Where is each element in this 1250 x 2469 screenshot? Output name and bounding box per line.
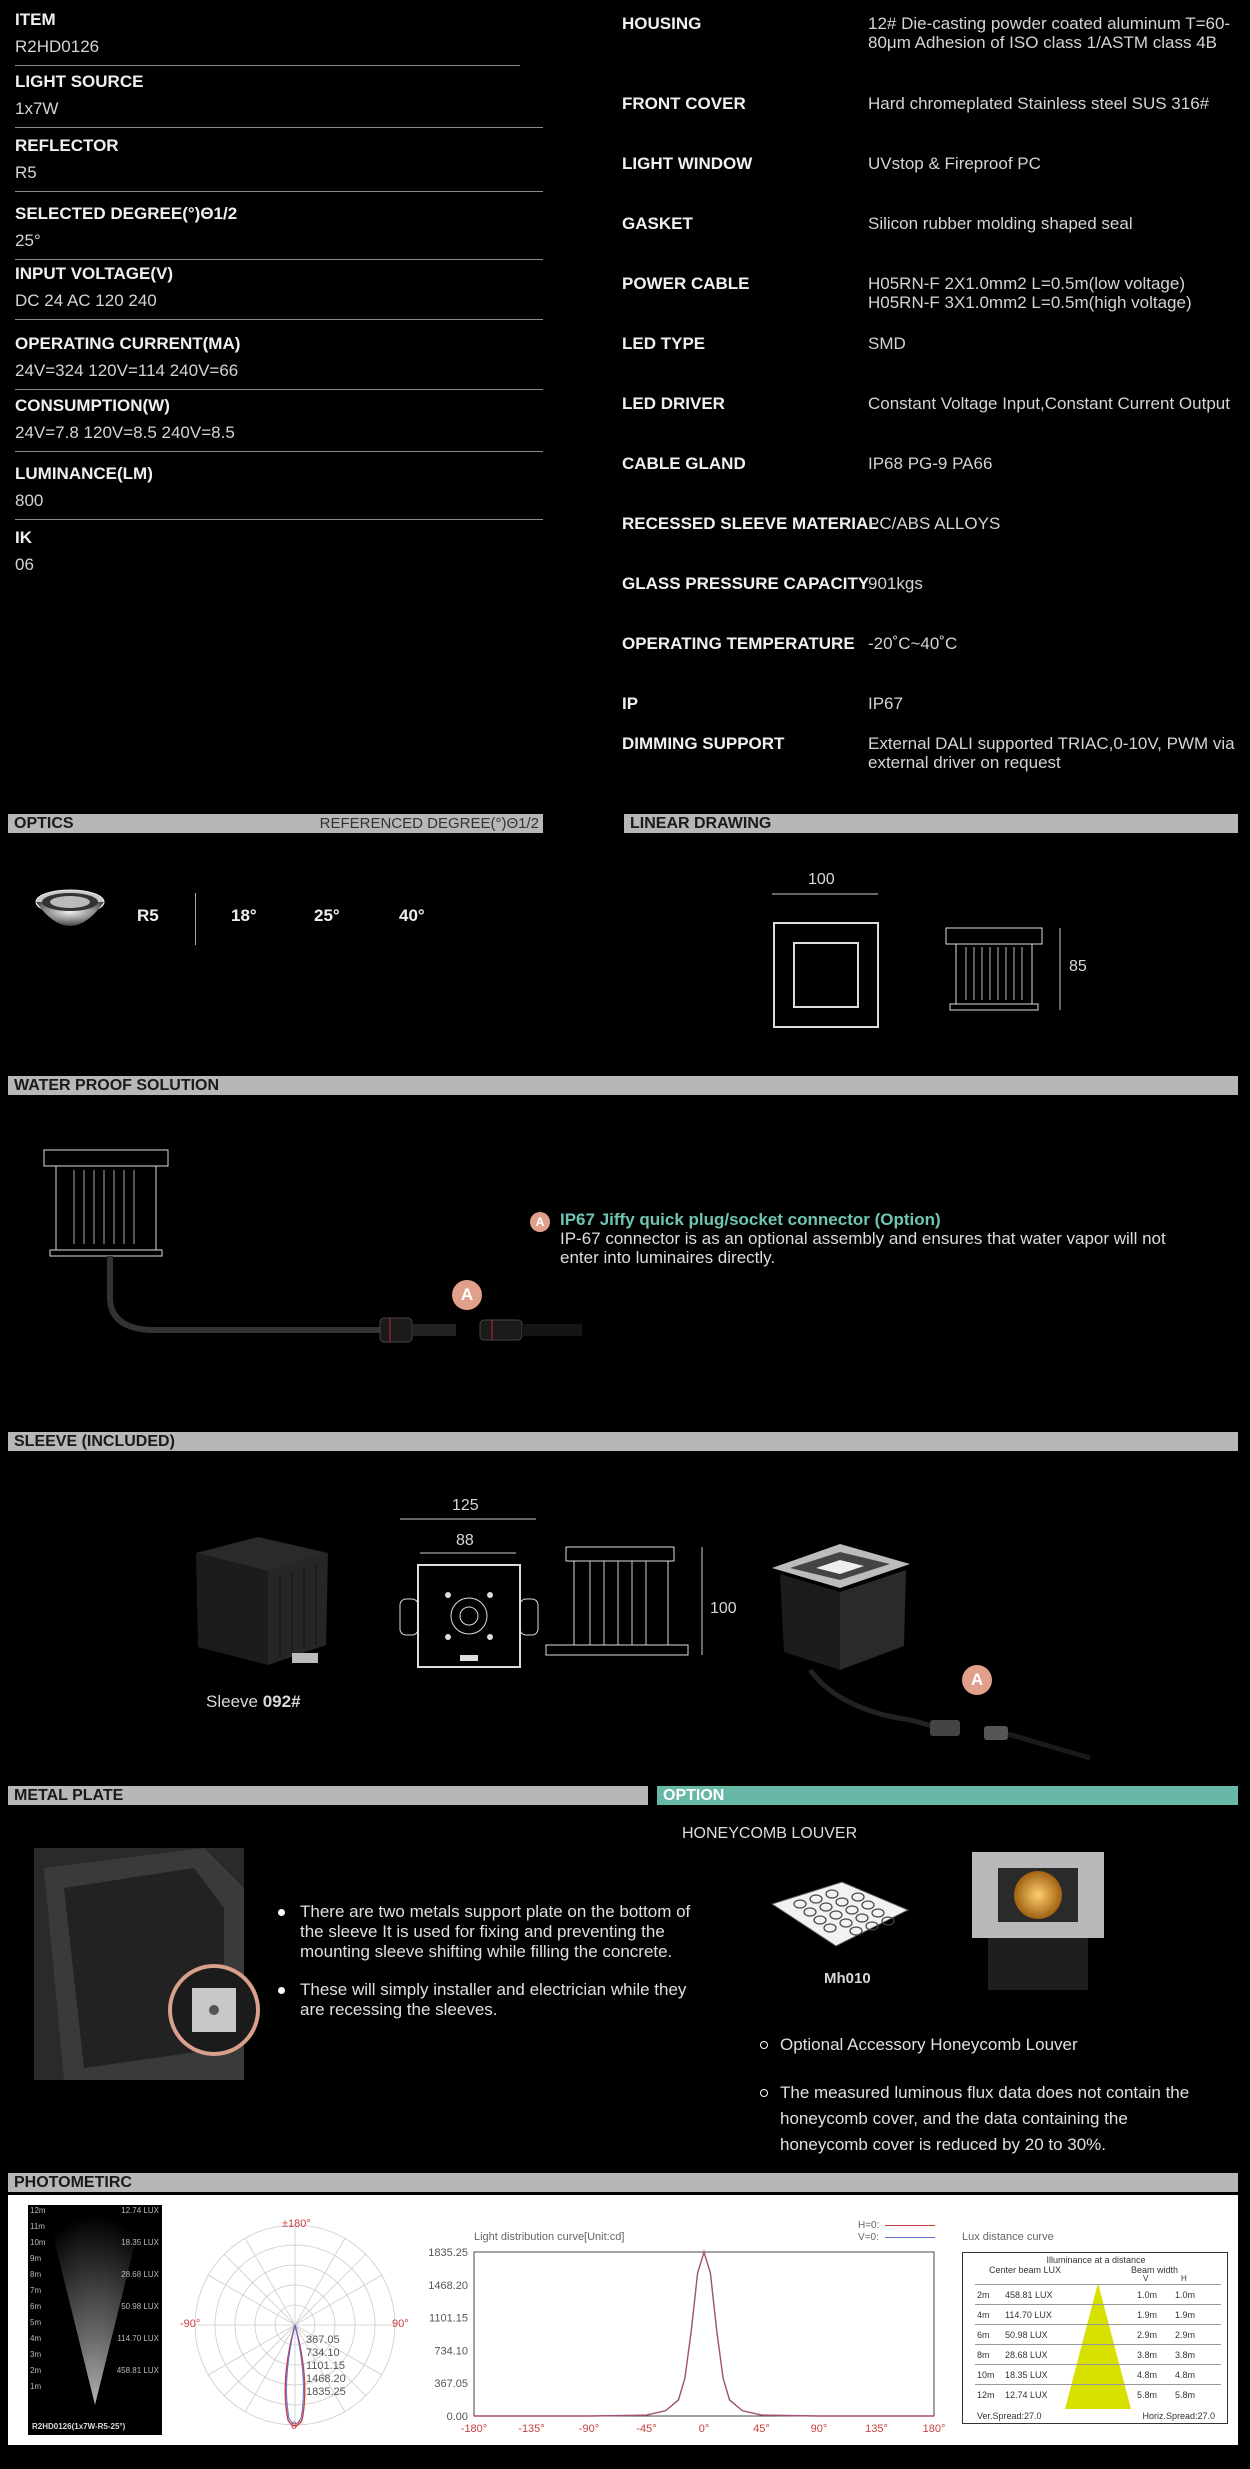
linear-drawing: [760, 885, 1100, 1030]
spec-label: INPUT VOLTAGE(V): [15, 264, 174, 283]
spec-value: IP68 PG-9 PA66: [868, 454, 993, 473]
lux-box-title: Illuminance at a distance: [1046, 2255, 1146, 2265]
spec-label: IK: [15, 528, 32, 547]
linear-drawing-title: LINEAR DRAWING: [630, 815, 772, 832]
beam-row-label: 12m: [30, 2206, 46, 2215]
spec-label: CONSUMPTION(W): [15, 396, 170, 415]
metal-bullet-text: There are two metals support plate on the bottom of the sleeve It is used for fixing and preventing the mounting sleeve shifting while filling the concrete.: [300, 1902, 691, 1961]
plot-frame: [474, 2252, 934, 2416]
lux-value: 458.81 LUX: [1005, 2290, 1053, 2300]
spec-value: 1x7W: [15, 99, 59, 118]
spec-divider: [15, 389, 543, 390]
x-tick-label: 135°: [865, 2423, 888, 2435]
sleeve-dim-outer: 125: [452, 1497, 479, 1514]
lux-row: [975, 2324, 1221, 2344]
x-tick-label: 0°: [698, 2423, 710, 2435]
polar-value-labels: [306, 2334, 346, 2399]
connector-text-badge: A: [530, 1212, 550, 1232]
sleeve-caption: [206, 1692, 301, 1712]
spec-label: SELECTED DEGREE(°)Θ1/2: [15, 204, 238, 223]
spec-label: HOUSING: [622, 14, 702, 33]
y-tick-label: 1101.15: [429, 2312, 468, 2325]
photometric-header: [8, 2173, 1238, 2192]
spec-value: -20˚C~40˚C: [868, 634, 958, 653]
lux-v-width: 1.0m: [1137, 2290, 1158, 2300]
ver-spread: Ver.Spread:27.0: [977, 2411, 1042, 2421]
lux-distance: 12m: [977, 2390, 995, 2400]
spec-label: OPERATING CURRENT(MA): [15, 334, 241, 353]
beam-row-labels: [30, 2206, 46, 2398]
curve-title: Light distribution curve[Unit:cd]: [474, 2231, 625, 2243]
connector-description: IP-67 connector is as an optional assembly and ensures that water vapor will not enter into luminaires directly.: [560, 1229, 1166, 1267]
option-bullet-text: The measured luminous flux data does not contain the honeycomb cover, and the data containing the honeycomb cover is reduced by 20 to 30%.: [780, 2083, 1190, 2154]
spec-value: DC 24 AC 120 240: [15, 291, 157, 310]
spec-label: OPERATING TEMPERATURE: [622, 634, 855, 653]
optics-title: OPTICS: [14, 815, 74, 832]
polar-bottom-label: 0°: [291, 2420, 302, 2432]
bullet-dot: [760, 2041, 768, 2049]
optics-divider: [195, 893, 196, 945]
lux-table: [962, 2252, 1228, 2424]
option-bullet: [760, 2032, 1200, 2058]
series-line-v: [474, 2252, 934, 2416]
x-tick-label: -135°: [518, 2423, 545, 2435]
linear-height-label: 85: [1069, 958, 1087, 975]
lux-v-width: 1.9m: [1137, 2310, 1158, 2320]
optics-degree-40: 40°: [399, 906, 425, 925]
beam-lux-label: 458.81 LUX: [116, 2366, 159, 2375]
polar-chart: [180, 2210, 410, 2440]
lux-distance: 10m: [977, 2370, 995, 2380]
x-tick-label: 45°: [753, 2423, 770, 2435]
legend-v-label: V=0:: [858, 2232, 879, 2243]
spec-label: REFLECTOR: [15, 136, 119, 155]
polar-value-label: 1101.15: [306, 2360, 345, 2372]
option-bullets: [760, 2032, 1200, 2180]
lux-value: 28.68 LUX: [1005, 2350, 1048, 2360]
linear-drawing-header: [624, 814, 1238, 833]
louver-fixture-photo: [968, 1848, 1108, 1990]
metal-plate-header: [8, 1786, 648, 1805]
lux-rows: [975, 2284, 1221, 2404]
beam-lux-label: 18.35 LUX: [121, 2238, 159, 2247]
x-tick-label: -180°: [460, 2423, 488, 2435]
spec-value: 24V=324 120V=114 240V=66: [15, 361, 239, 380]
spec-label: LIGHT WINDOW: [622, 154, 753, 173]
spec-label: ITEM: [15, 10, 56, 29]
polar-left-label: -90°: [180, 2318, 201, 2330]
spec-divider: [15, 259, 543, 260]
spec-value: 06: [15, 555, 34, 574]
beam-row-label: 1m: [30, 2382, 42, 2391]
reflector-icon: [30, 880, 110, 940]
waterproof-header: [8, 1076, 1238, 1095]
optics-header: [8, 814, 543, 833]
waterproof-illustration: [40, 1140, 600, 1350]
series-line-h: [474, 2252, 934, 2416]
legend-v-line: [885, 2237, 935, 2238]
sleeve-photo: [188, 1535, 338, 1675]
lux-distance: 6m: [977, 2330, 990, 2340]
spec-value: 901kgs: [868, 574, 923, 593]
lux-row: [975, 2304, 1221, 2324]
spec-label: FRONT COVER: [622, 94, 746, 113]
spec-divider: [15, 65, 520, 66]
spec-divider: [15, 451, 543, 452]
y-tick-label: 0.00: [446, 2411, 468, 2423]
spec-value: SMD: [868, 334, 906, 353]
lux-col-v: V: [1143, 2274, 1149, 2283]
lux-v-width: 2.9m: [1137, 2330, 1158, 2340]
option-header: [657, 1786, 1238, 1805]
spec-label: IP: [622, 694, 639, 713]
optics-degree-25: 25°: [314, 906, 340, 925]
beam-row-label: 10m: [30, 2238, 46, 2247]
sleeve-dim-inner: 88: [456, 1532, 474, 1549]
sleeve-header: [8, 1432, 1238, 1451]
spec-divider: [15, 191, 543, 192]
lux-distance: 4m: [977, 2310, 990, 2320]
lux-value: 50.98 LUX: [1005, 2330, 1048, 2340]
spec-value: PC/ABS ALLOYS: [868, 514, 1001, 533]
y-tick-label: 734.10: [434, 2345, 468, 2358]
legend-h-label: H=0:: [858, 2220, 880, 2231]
option-subtitle: HONEYCOMB LOUVER: [682, 1825, 858, 1842]
y-tick-label: 1468.20: [428, 2279, 468, 2292]
metal-bullet-text: These will simply installer and electrician while they are recessing the sleeves.: [300, 1980, 687, 2019]
bullet-dot: [760, 2089, 768, 2097]
light-distribution-chart: [410, 2240, 950, 2440]
spec-value: IP67: [868, 694, 903, 713]
spec-label: LED DRIVER: [622, 394, 725, 413]
lux-h-width: 1.9m: [1175, 2310, 1196, 2320]
legend-h-line: [885, 2225, 935, 2226]
lux-value: 114.70 LUX: [1005, 2310, 1052, 2320]
bullet-dot: [278, 1909, 285, 1916]
polar-value-label: 367.05: [306, 2334, 340, 2346]
lux-col-h: H: [1181, 2274, 1187, 2283]
optics-degree-18: 18°: [231, 906, 257, 925]
honeycomb-louver-drawing: [770, 1880, 920, 1960]
x-tick-label: 180°: [922, 2423, 946, 2435]
spec-value: 800: [15, 491, 44, 510]
spec-label: GLASS PRESSURE CAPACITY: [622, 574, 870, 593]
spec-value: H05RN-F 2X1.0mm2 L=0.5m(low voltage) H05RN-F 3X1.0mm2 L=0.5m(high voltage): [868, 274, 1192, 312]
spec-divider: [15, 319, 543, 320]
spec-label: LED TYPE: [622, 334, 706, 353]
beam-lux-label: 28.68 LUX: [121, 2270, 159, 2279]
beam-row-label: 7m: [30, 2286, 42, 2295]
spec-value: R5: [15, 163, 37, 182]
lux-h-width: 4.8m: [1175, 2370, 1196, 2380]
sleeve-caption-prefix: Sleeve: [206, 1692, 263, 1711]
lux-v-width: 4.8m: [1137, 2370, 1158, 2380]
beam-row-label: 6m: [30, 2302, 42, 2311]
beam-row-label: 11m: [30, 2222, 45, 2231]
lux-col-beam: Beam width: [1131, 2265, 1179, 2275]
lux-h-width: 2.9m: [1175, 2330, 1196, 2340]
bullet-dot: [278, 1987, 285, 1994]
beam-row-label: 2m: [30, 2366, 42, 2375]
spec-value: 12# Die-casting powder coated aluminum T=60-80μm Adhesion of ISO class 1/ASTM class 4B: [868, 14, 1231, 52]
beam-row-label: 5m: [30, 2318, 42, 2327]
sleeve-drawing: [390, 1515, 710, 1675]
lux-h-width: 5.8m: [1175, 2390, 1196, 2400]
lux-col-center: Center beam LUX: [989, 2265, 1062, 2275]
polar-value-label: 734.10: [306, 2347, 340, 2359]
y-tick-label: 1835.25: [428, 2247, 468, 2259]
polar-value-label: 1835.25: [306, 2386, 346, 2398]
waterproof-title: WATER PROOF SOLUTION: [14, 1077, 220, 1094]
spec-divider: [15, 127, 543, 128]
louver-code: Mh010: [824, 1970, 871, 1987]
beam-diagram: [28, 2205, 162, 2435]
lux-v-width: 5.8m: [1137, 2390, 1158, 2400]
lux-row: [975, 2364, 1221, 2384]
lux-h-width: 3.8m: [1175, 2350, 1196, 2360]
metal-bullet: [276, 1902, 696, 1962]
spec-label: GASKET: [622, 214, 693, 233]
y-tick-label: 367.05: [434, 2378, 468, 2391]
beam-row-label: 3m: [30, 2350, 42, 2359]
beam-lux-label: 12.74 LUX: [121, 2206, 159, 2215]
option-bullet-text: Optional Accessory Honeycomb Louver: [780, 2035, 1078, 2054]
x-tick-label: 90°: [810, 2423, 828, 2435]
beam-lux-labels: [117, 2206, 159, 2398]
x-tick-label: -45°: [636, 2423, 657, 2435]
lux-distance: 2m: [977, 2290, 990, 2300]
optics-subtitle: REFERENCED DEGREE(°)Θ1/2: [319, 815, 539, 832]
connector-badge: A: [452, 1280, 482, 1310]
beam-lux-label: 114.70 LUX: [117, 2334, 159, 2343]
option-title: OPTION: [663, 1787, 725, 1804]
lux-v-width: 3.8m: [1137, 2350, 1158, 2360]
beam-label: R2HD0126(1x7W-R5-25°): [32, 2422, 126, 2431]
spec-label: RECESSED SLEEVE MATERIAL: [622, 514, 879, 533]
spec-label: DIMMING SUPPORT: [622, 734, 785, 753]
spec-value: R2HD0126: [15, 37, 100, 56]
polar-right-label: 90°: [392, 2318, 409, 2330]
spec-value: Hard chromeplated Stainless steel SUS 316#: [868, 94, 1210, 113]
photometric-title: PHOTOMETIRC: [14, 2174, 132, 2191]
lux-value: 18.35 LUX: [1005, 2370, 1048, 2380]
spec-value: 25°: [15, 231, 41, 250]
beam-row-label: 8m: [30, 2270, 42, 2279]
spec-value: 24V=7.8 120V=8.5 240V=8.5: [15, 423, 235, 442]
option-bullet: [760, 2080, 1200, 2158]
spec-label: LIGHT SOURCE: [15, 72, 144, 91]
spec-divider: [15, 519, 543, 520]
lux-row: [975, 2344, 1221, 2364]
spec-label: POWER CABLE: [622, 274, 750, 293]
lux-value: 12.74 LUX: [1005, 2390, 1048, 2400]
connector-heading: IP67 Jiffy quick plug/socket connector (Option): [560, 1210, 941, 1229]
beam-row-label: 4m: [30, 2334, 42, 2343]
lux-row: [975, 2284, 1221, 2304]
beam-row-label: 9m: [30, 2254, 42, 2263]
hor-spread: Horiz.Spread:27.0: [1142, 2411, 1215, 2421]
spec-value: External DALI supported TRIAC,0-10V, PWM via external driver on request: [868, 734, 1235, 772]
sleeve-assembly-photo: [770, 1540, 1100, 1770]
metal-plate-photo: [34, 1848, 284, 2080]
spec-value: Silicon rubber molding shaped seal: [868, 214, 1133, 233]
polar-top-label: ±180°: [282, 2218, 311, 2230]
lux-h-width: 1.0m: [1175, 2290, 1196, 2300]
x-tick-label: -90°: [578, 2423, 600, 2435]
spec-label: LUMINANCE(LM): [15, 464, 153, 483]
beam-lux-label: 50.98 LUX: [121, 2302, 159, 2311]
sleeve-connector-badge: A: [962, 1665, 992, 1695]
spec-value: UVstop & Fireproof PC: [868, 154, 1041, 173]
lux-distance: 8m: [977, 2350, 990, 2360]
sleeve-caption-code: 092#: [262, 1692, 301, 1711]
lux-row: [975, 2384, 1221, 2404]
polar-value-label: 1468.20: [306, 2373, 346, 2385]
spec-value: Constant Voltage Input,Constant Current Output: [868, 394, 1230, 413]
metal-plate-bullets: [276, 1902, 696, 2038]
metal-bullet: [276, 1980, 696, 2020]
metal-plate-title: METAL PLATE: [14, 1787, 124, 1804]
legend-h: [858, 2220, 935, 2231]
sleeve-title: SLEEVE (INCLUDED): [14, 1433, 175, 1450]
sleeve-dim-height: 100: [710, 1600, 737, 1617]
linear-width-label: 100: [808, 871, 835, 888]
optics-reflector: R5: [137, 906, 159, 925]
spec-label: CABLE GLAND: [622, 454, 746, 473]
lux-title: Lux distance curve: [962, 2231, 1054, 2243]
